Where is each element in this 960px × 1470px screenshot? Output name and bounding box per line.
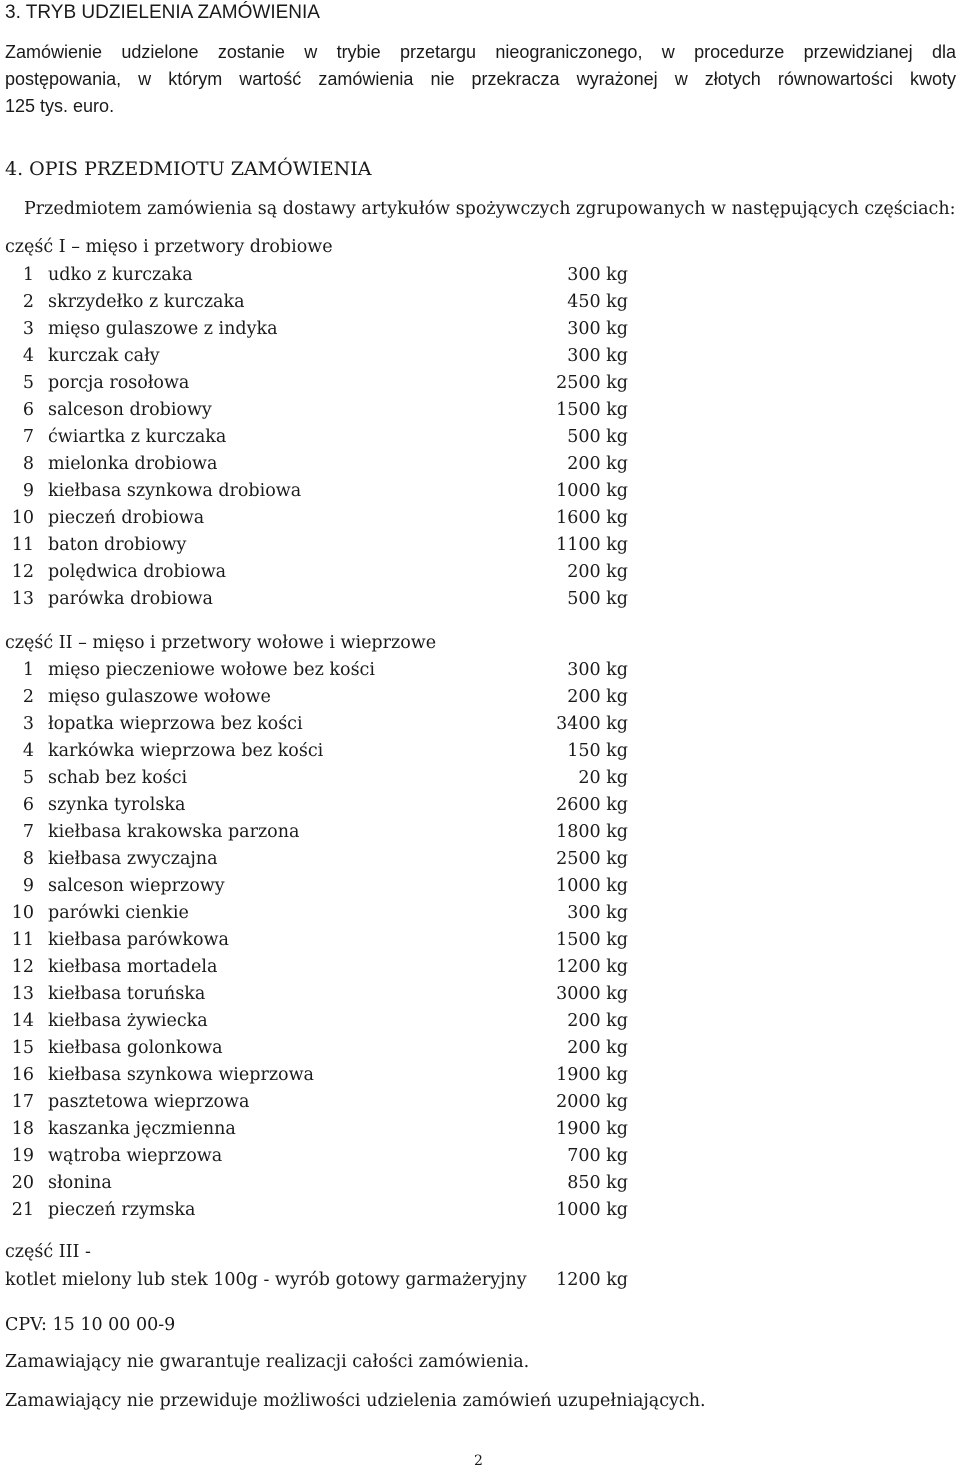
list-item xyxy=(0,876,640,903)
item-name: udko z kurczaka xyxy=(48,265,193,285)
item-name: kiełbasa krakowska parzona xyxy=(48,822,300,842)
item-name: słonina xyxy=(48,1173,112,1193)
item-number: 13 xyxy=(11,984,34,1004)
part-1-title: część I – mięso i przetwory drobiowe xyxy=(5,237,333,257)
item-number: 2 xyxy=(22,292,34,312)
item-name: szynka tyrolska xyxy=(48,795,186,815)
list-item xyxy=(0,1119,640,1146)
item-name: salceson drobiowy xyxy=(48,400,212,420)
list-item xyxy=(0,1011,640,1038)
item-name: mięso pieczeniowe wołowe bez kości xyxy=(48,660,375,680)
item-number: 9 xyxy=(22,481,34,501)
item-name: kiełbasa toruńska xyxy=(48,984,206,1004)
section-4-intro: Przedmiotem zamówienia są dostawy artykułów spożywczych zgrupowanych w następujących częściach: xyxy=(24,199,956,219)
item-quantity: 700 kg xyxy=(567,1146,628,1166)
item-quantity: 3000 kg xyxy=(556,984,628,1004)
item-quantity: 1000 kg xyxy=(556,876,628,896)
item-number: 14 xyxy=(11,1011,34,1031)
part-3-item: kotlet mielony lub stek 100g - wyrób gotowy garmażeryjny xyxy=(5,1270,527,1290)
item-number: 10 xyxy=(11,903,34,923)
item-quantity: 1500 kg xyxy=(556,930,628,950)
item-number: 1 xyxy=(22,660,34,680)
item-quantity: 1100 kg xyxy=(556,535,628,555)
item-number: 16 xyxy=(11,1065,34,1085)
item-quantity: 200 kg xyxy=(567,1038,628,1058)
note-supplementary: Zamawiający nie przewiduje możliwości udzielenia zamówień uzupełniających. xyxy=(5,1391,706,1411)
item-quantity: 200 kg xyxy=(567,687,628,707)
item-number: 4 xyxy=(22,741,34,761)
item-quantity: 1900 kg xyxy=(556,1065,628,1085)
list-item xyxy=(0,1065,640,1092)
item-name: parówka drobiowa xyxy=(48,589,213,609)
section-3-heading: 3. TRYB UDZIELENIA ZAMÓWIENIA xyxy=(5,2,320,23)
item-number: 1 xyxy=(22,265,34,285)
item-quantity: 1200 kg xyxy=(556,957,628,977)
item-name: ćwiartka z kurczaka xyxy=(48,427,227,447)
cpv-code: CPV: 15 10 00 00-9 xyxy=(5,1315,176,1335)
item-name: łopatka wieprzowa bez kości xyxy=(48,714,303,734)
list-item xyxy=(0,1173,640,1200)
item-number: 6 xyxy=(22,400,34,420)
item-number: 21 xyxy=(11,1200,34,1220)
list-item xyxy=(0,1038,640,1065)
section-3-line-1: Zamówienie udzielone zostanie w trybie przetargu nieograniczonego, w procedurze przewidzianej dla xyxy=(5,42,956,62)
item-name: wątroba wieprzowa xyxy=(48,1146,223,1166)
item-name: mielonka drobiowa xyxy=(48,454,218,474)
item-name: kiełbasa mortadela xyxy=(48,957,218,977)
item-number: 5 xyxy=(22,768,34,788)
item-name: pasztetowa wieprzowa xyxy=(48,1092,250,1112)
item-quantity: 300 kg xyxy=(567,346,628,366)
item-quantity: 500 kg xyxy=(567,589,628,609)
item-name: kiełbasa zwyczajna xyxy=(48,849,218,869)
list-item xyxy=(0,687,640,714)
section-4-heading: 4. OPIS PRZEDMIOTU ZAMÓWIENIA xyxy=(5,158,372,180)
item-quantity: 1800 kg xyxy=(556,822,628,842)
item-quantity: 2500 kg xyxy=(556,373,628,393)
item-number: 13 xyxy=(11,589,34,609)
item-quantity: 300 kg xyxy=(567,265,628,285)
item-quantity: 2500 kg xyxy=(556,849,628,869)
item-name: mięso gulaszowe wołowe xyxy=(48,687,271,707)
item-number: 11 xyxy=(11,930,34,950)
item-quantity: 2600 kg xyxy=(556,795,628,815)
item-name: baton drobiowy xyxy=(48,535,187,555)
list-item xyxy=(0,714,640,741)
page-number: 2 xyxy=(474,1453,483,1469)
item-name: salceson wieprzowy xyxy=(48,876,225,896)
item-name: skrzydełko z kurczaka xyxy=(48,292,245,312)
item-quantity: 850 kg xyxy=(567,1173,628,1193)
item-number: 12 xyxy=(11,957,34,977)
item-name: parówki cienkie xyxy=(48,903,189,923)
item-quantity: 300 kg xyxy=(567,903,628,923)
list-item xyxy=(0,660,640,687)
item-quantity: 3400 kg xyxy=(556,714,628,734)
item-quantity: 200 kg xyxy=(567,562,628,582)
section-3-line-3: 125 tys. euro. xyxy=(5,96,115,116)
item-name: kiełbasa żywiecka xyxy=(48,1011,208,1031)
list-item xyxy=(0,849,640,876)
list-item xyxy=(0,1146,640,1173)
item-quantity: 150 kg xyxy=(567,741,628,761)
item-quantity: 20 kg xyxy=(578,768,628,788)
item-name: schab bez kości xyxy=(48,768,188,788)
item-number: 17 xyxy=(11,1092,34,1112)
item-number: 6 xyxy=(22,795,34,815)
item-number: 11 xyxy=(11,535,34,555)
list-item xyxy=(0,1200,640,1227)
item-quantity: 1500 kg xyxy=(556,400,628,420)
item-quantity: 2000 kg xyxy=(556,1092,628,1112)
item-quantity: 300 kg xyxy=(567,660,628,680)
section-3-line-2: postępowania, w którym wartość zamówienia nie przekracza wyrażonej w złotych równowartości kwoty xyxy=(5,69,956,89)
item-name: kiełbasa golonkowa xyxy=(48,1038,223,1058)
list-item xyxy=(0,930,640,957)
list-item xyxy=(0,984,640,1011)
item-quantity: 1600 kg xyxy=(556,508,628,528)
item-number: 3 xyxy=(22,714,34,734)
list-item xyxy=(0,957,640,984)
list-item xyxy=(0,822,640,849)
item-number: 8 xyxy=(22,454,34,474)
item-number: 9 xyxy=(22,876,34,896)
item-number: 19 xyxy=(11,1146,34,1166)
item-number: 18 xyxy=(11,1119,34,1139)
item-number: 15 xyxy=(11,1038,34,1058)
part-2-title: część II – mięso i przetwory wołowe i wieprzowe xyxy=(5,633,437,653)
item-number: 7 xyxy=(22,822,34,842)
item-quantity: 300 kg xyxy=(567,319,628,339)
item-quantity: 200 kg xyxy=(567,1011,628,1031)
item-name: karkówka wieprzowa bez kości xyxy=(48,741,324,761)
item-name: porcja rosołowa xyxy=(48,373,190,393)
item-name: kiełbasa szynkowa wieprzowa xyxy=(48,1065,314,1085)
item-number: 7 xyxy=(22,427,34,447)
item-number: 8 xyxy=(22,849,34,869)
item-quantity: 500 kg xyxy=(567,427,628,447)
item-number: 2 xyxy=(22,687,34,707)
item-quantity: 1900 kg xyxy=(556,1119,628,1139)
item-number: 4 xyxy=(22,346,34,366)
item-name: mięso gulaszowe z indyka xyxy=(48,319,278,339)
list-item xyxy=(0,1092,640,1119)
item-name: kurczak cały xyxy=(48,346,160,366)
part-3-qty: 1200 kg xyxy=(556,1270,628,1290)
item-name: kaszanka jęczmienna xyxy=(48,1119,236,1139)
list-item xyxy=(0,795,640,822)
item-name: pieczeń rzymska xyxy=(48,1200,196,1220)
list-item xyxy=(0,768,640,795)
item-name: kiełbasa szynkowa drobiowa xyxy=(48,481,302,501)
item-name: pieczeń drobiowa xyxy=(48,508,205,528)
item-number: 10 xyxy=(11,508,34,528)
item-quantity: 1000 kg xyxy=(556,1200,628,1220)
item-quantity: 200 kg xyxy=(567,454,628,474)
list-item xyxy=(0,741,640,768)
item-name: kiełbasa parówkowa xyxy=(48,930,229,950)
item-number: 12 xyxy=(11,562,34,582)
item-quantity: 450 kg xyxy=(567,292,628,312)
list-item xyxy=(0,903,640,930)
note-guarantee: Zamawiający nie gwarantuje realizacji całości zamówienia. xyxy=(5,1352,530,1372)
item-number: 20 xyxy=(11,1173,34,1193)
item-number: 5 xyxy=(22,373,34,393)
item-quantity: 1000 kg xyxy=(556,481,628,501)
item-number: 3 xyxy=(22,319,34,339)
item-name: polędwica drobiowa xyxy=(48,562,227,582)
part-3-title: część III - xyxy=(5,1242,91,1262)
